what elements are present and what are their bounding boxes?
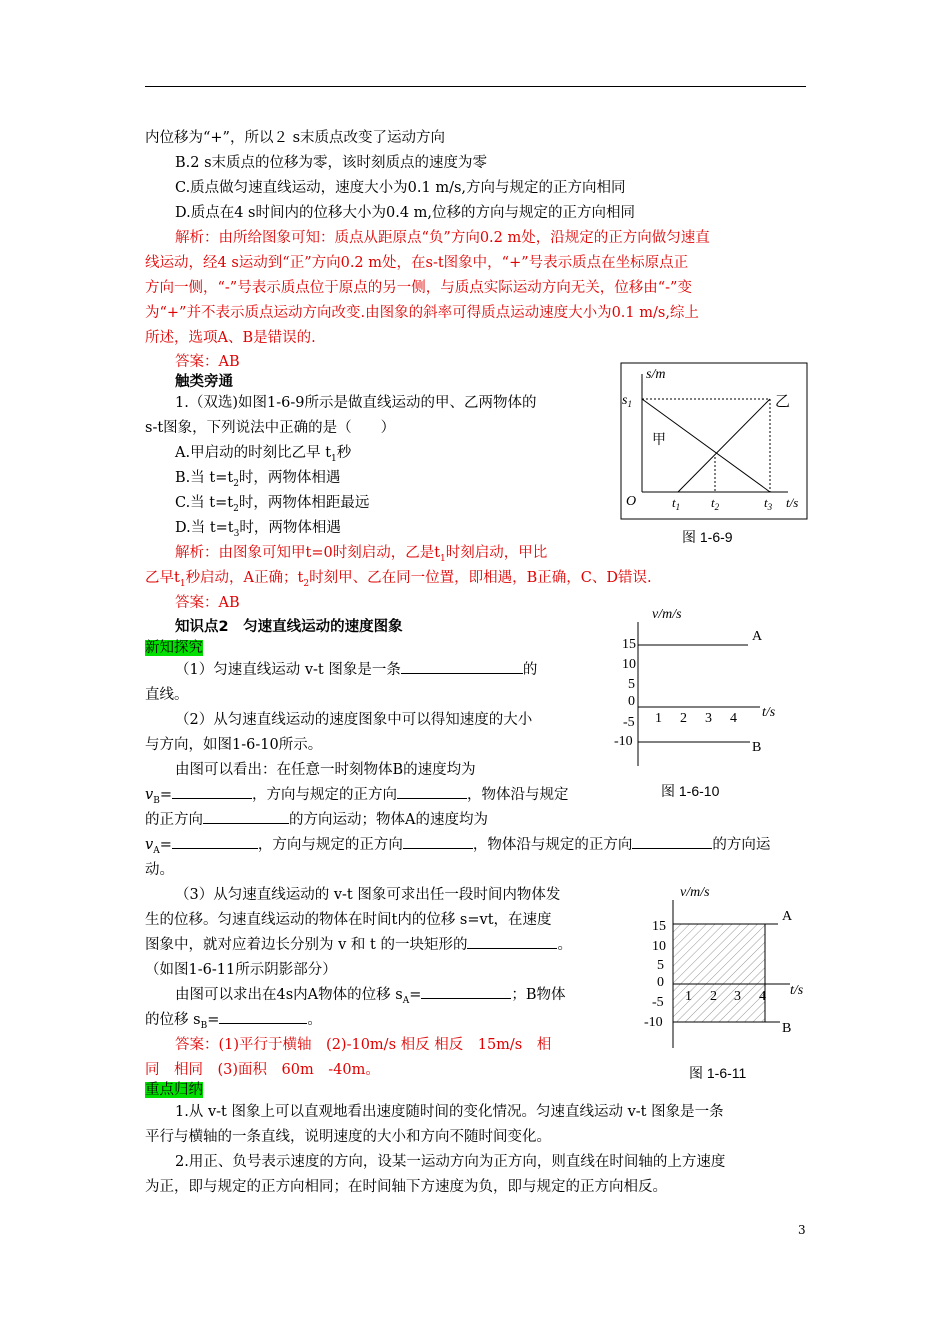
- y-axis-label: s/m: [646, 367, 666, 382]
- figure-caption: 图 1-6-11: [689, 1065, 747, 1081]
- analysis-line: 方向一侧，“-”号表示质点位于原点的另一侧，与质点实际运动方向无关，位移由“-”变: [145, 280, 692, 296]
- option-d: D.质点在4 s时间内的位移大小为0.4 m,位移的方向与规定的正方向相同: [175, 205, 636, 221]
- t3-label: $t_3$: [764, 495, 773, 512]
- text-line: 由图可以看出：在任意一时刻物体B的速度均为: [175, 762, 476, 778]
- xtick: 4: [730, 711, 737, 726]
- yi-label: 乙: [775, 394, 791, 410]
- ytick: -5: [623, 715, 635, 730]
- analysis-line: 解析：由所给图象可知：质点从距原点“负”方向0.2 m处，沿规定的正方向做匀速直: [175, 230, 710, 246]
- label-a: A: [782, 909, 793, 924]
- answer-3: 答案：(1)平行于横轴 (2)-10m/s 相反 相反 15m/s 相: [175, 1037, 552, 1053]
- text-line: 直线。: [145, 687, 189, 703]
- analysis-line: 所述，选项A、B是错误的.: [145, 330, 316, 346]
- summary-line: 为正，即与规定的正方向相同；在时间轴下方速度为负，即与规定的正方向相反。: [145, 1179, 667, 1195]
- x-axis-label: t/s: [786, 495, 799, 510]
- choice-d: D.当 $t=t_3$时，两物体相遇: [175, 520, 341, 539]
- xtick: 2: [680, 711, 687, 726]
- ytick: -10: [614, 734, 633, 749]
- x-axis-label: t/s: [790, 983, 804, 998]
- question-line: s-t图象，下列说法中正确的是（ ）: [145, 420, 396, 436]
- text-line: $v_A=$ ，方向与规定的正方向 ，物体沿与规定的正方向 的方向运: [145, 837, 771, 856]
- analysis-line: 解析：由图象可知甲t=0时刻启动，乙是$t_1$时刻启动，甲比: [175, 545, 548, 564]
- option-b: B.2 s末质点的位移为零，该时刻质点的速度为零: [175, 155, 488, 171]
- analysis-line: 乙早$t_1$秒启动，A正确；$t_2$时刻甲、乙在同一位置，即相遇，B正确，C、D错误.: [145, 570, 652, 589]
- question-line: 1.（双选)如图1-6-9所示是做直线运动的甲、乙两物体的: [175, 395, 537, 411]
- xtick: 3: [705, 711, 712, 726]
- page-number: 3: [798, 1223, 806, 1237]
- new-knowledge-label: 新知探究: [145, 640, 203, 656]
- ytick: 10: [622, 657, 636, 672]
- jia-label: 甲: [652, 433, 666, 448]
- ytick: 15: [622, 637, 636, 652]
- ytick: 0: [657, 975, 664, 990]
- summary-line: 2.用正、负号表示速度的方向，设某一运动方向为正方向，则直线在时间轴的上方速度: [175, 1154, 726, 1170]
- xtick: 4: [759, 989, 766, 1004]
- text-line: $v_B=$ ，方向与规定的正方向 ，物体沿与规定: [145, 787, 569, 806]
- section-heading: 触类旁通: [175, 374, 233, 390]
- xtick: 3: [734, 989, 741, 1004]
- figure-1-6-9: [620, 362, 810, 522]
- t2-label: $t_2$: [711, 495, 720, 512]
- choice-b: B.当 $t=t_2$时，两物体相遇: [175, 470, 341, 489]
- text-line: （1）匀速直线运动 v-t 图象是一条 的: [175, 662, 538, 678]
- text-line: （如图1-6-11所示阴影部分）: [145, 962, 337, 978]
- key-points-label: 重点归纳: [145, 1082, 203, 1098]
- y-axis-label: v/m/s: [680, 885, 710, 900]
- text-line: 生的位移。匀速直线运动的物体在时间t内的位移 s=vt，在速度: [145, 912, 552, 928]
- t1-label: $t_1$: [672, 495, 681, 512]
- figure-1-6-11: [640, 880, 820, 1060]
- text-line: 的正方向 的方向运动；物体A的速度均为: [145, 812, 488, 828]
- figure-1-6-10: [610, 602, 810, 772]
- label-b: B: [782, 1021, 792, 1036]
- analysis-line: 线运动，经4 s运动到“正”方向0.2 m处，在s-t图象中，“+”号表示质点在坐标原点正: [145, 255, 689, 271]
- text-line: 内位移为“+”，所以２ s末质点改变了运动方向: [145, 130, 446, 146]
- x-axis-label: t/s: [762, 705, 776, 720]
- text-line: 由图可以求出在4s内A物体的位移 $s_A=$ ；B物体: [175, 987, 566, 1006]
- figure-caption: 图 1-6-10: [661, 783, 720, 799]
- text-line: （3）从匀速直线运动的 v-t 图象可求出任一段时间内物体发: [175, 887, 561, 903]
- ytick: 5: [628, 677, 635, 692]
- ytick: 5: [657, 958, 664, 973]
- analysis-line: 为“+”并不表示质点运动方向改变.由图象的斜率可得质点运动速度大小为0.1 m/s,综上: [145, 305, 699, 321]
- xtick: 1: [685, 989, 692, 1004]
- header-rule: [145, 86, 806, 87]
- label-b: B: [752, 740, 762, 755]
- ytick: 10: [652, 939, 666, 954]
- label-a: A: [752, 629, 763, 644]
- yi-line: [678, 399, 770, 492]
- figure-caption: 图 1-6-9: [682, 529, 733, 545]
- summary-line: 1.从 v-t 图象上可以直观地看出速度随时间的变化情况。匀速直线运动 v-t 图象是一条: [175, 1104, 724, 1120]
- xtick: 2: [710, 989, 717, 1004]
- choice-a: A.甲启动的时刻比乙早 $t_1$秒: [175, 445, 352, 464]
- text-line: 的位移 $s_B=$ 。: [145, 1012, 322, 1031]
- ytick: -10: [644, 1015, 663, 1030]
- answer-2: 答案：AB: [175, 595, 240, 611]
- ytick: -5: [652, 995, 664, 1010]
- s1-label: $s_1$: [622, 393, 632, 409]
- ytick: 0: [628, 694, 635, 709]
- option-c: C.质点做匀速直线运动，速度大小为0.1 m/s,方向与规定的正方向相同: [175, 180, 626, 196]
- origin-label: O: [626, 494, 637, 509]
- knowledge-heading: 知识点2 匀速直线运动的速度图象: [175, 619, 403, 635]
- answer-1: 答案：AB: [175, 354, 240, 370]
- text-line: （2）从匀速直线运动的速度图象中可以得知速度的大小: [175, 712, 533, 728]
- text-line: 图象中，就对应着边长分别为 v 和 t 的一块矩形的 。: [145, 937, 572, 953]
- choice-c: C.当 $t=t_2$时，两物体相距最远: [175, 495, 370, 514]
- answer-3: 同 相同 (3)面积 60m -40m。: [145, 1062, 380, 1078]
- text-line: 与方向，如图1-6-10所示。: [145, 737, 323, 753]
- shaded-area: [673, 924, 765, 1022]
- y-axis-label: v/m/s: [652, 607, 682, 622]
- xtick: 1: [655, 711, 662, 726]
- ytick: 15: [652, 919, 666, 934]
- text-line: 动。: [145, 862, 174, 878]
- summary-line: 平行与横轴的一条直线，说明速度的大小和方向不随时间变化。: [145, 1129, 551, 1145]
